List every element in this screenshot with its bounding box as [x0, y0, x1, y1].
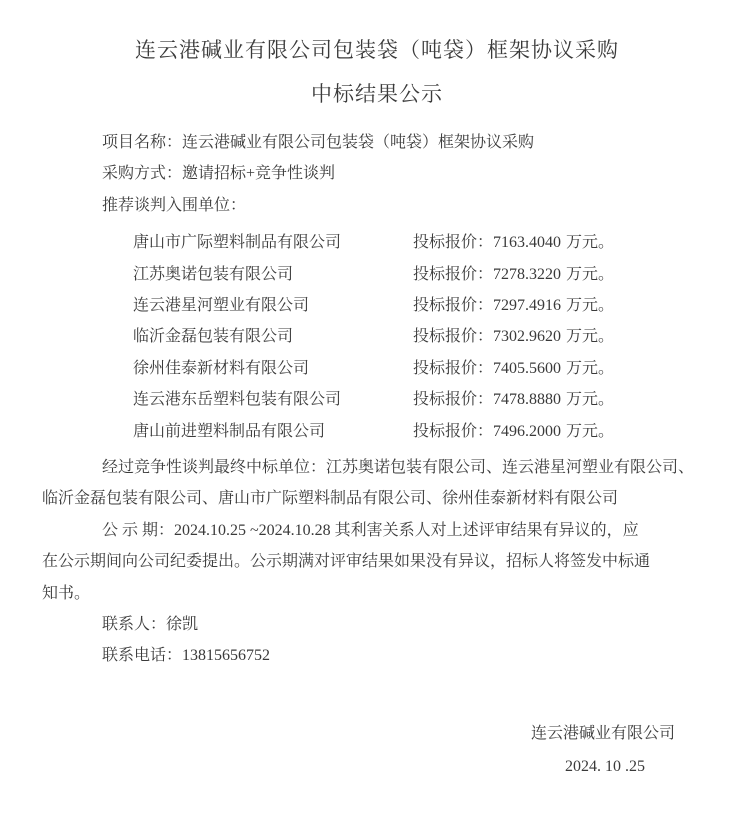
bid-amount: 7405.5600 [493, 359, 562, 377]
bidder-row [0, 353, 754, 384]
bid-price-label: 投标报价： [413, 359, 494, 377]
winners-line-1: 经过竞争性谈判最终中标单位：江苏奥诺包装有限公司、连云港星河塑业有限公司、 [102, 458, 695, 476]
bidder-price [413, 353, 614, 384]
bid-price-label: 投标报价： [413, 391, 494, 409]
bidder-row [0, 384, 754, 415]
bid-price-label: 投标报价： [413, 234, 494, 252]
bid-unit: 万元。 [566, 359, 615, 377]
winners-line-2: 临沂金磊包装有限公司、唐山市广际塑料制品有限公司、徐州佳泰新材料有限公司 [42, 490, 619, 508]
bidder-name: 徐州佳泰新材料有限公司 [133, 359, 310, 377]
publicity-period-line-2: 在公示期间向公司纪委提出。公示期满对评审结果如果没有异议，招标人将签发中标通 [42, 553, 651, 571]
bidder-price [413, 384, 614, 415]
bid-unit: 万元。 [566, 234, 615, 252]
bidder-price [413, 416, 614, 447]
bid-price-label: 投标报价： [413, 297, 494, 314]
publicity-period-line-1: 公 示 期：2024.10.25 ~2024.10.28 其利害关系人对上述评审结果有异议的，应 [102, 521, 639, 539]
bid-amount: 7297.4916 [493, 297, 562, 314]
bidder-row [0, 416, 754, 447]
bid-price-label: 投标报价： [413, 422, 494, 440]
signature-date: 2024. 10 .25 [565, 758, 645, 776]
bid-amount: 7163.4040 [493, 234, 562, 252]
bidder-name: 连云港星河塑业有限公司 [133, 297, 310, 314]
contact-person-line: 联系人：徐凯 [102, 615, 199, 633]
bidder-price [413, 321, 614, 352]
bid-unit: 万元。 [566, 328, 615, 346]
bidder-name: 唐山市广际塑料制品有限公司 [133, 234, 342, 252]
bidder-row [0, 290, 754, 321]
bid-price-label: 投标报价： [413, 265, 494, 283]
bidder-list [0, 227, 754, 447]
bid-unit: 万元。 [566, 297, 615, 314]
bidder-row [0, 227, 754, 258]
bidder-price [413, 259, 614, 290]
bidder-name: 江苏奥诺包装有限公司 [133, 265, 294, 283]
bidder-row [0, 259, 754, 290]
bid-unit: 万元。 [566, 265, 615, 283]
shortlist-heading: 推荐谈判入围单位： [102, 196, 247, 214]
bidder-row [0, 321, 754, 352]
bidder-price [413, 290, 614, 321]
bid-unit: 万元。 [566, 391, 615, 409]
bid-price-label: 投标报价： [413, 328, 494, 346]
bid-amount: 7496.2000 [493, 422, 562, 440]
bid-amount: 7278.3220 [493, 265, 562, 283]
document-title [0, 28, 754, 116]
contact-phone-line: 联系电话：13815656752 [102, 647, 271, 665]
bidder-name: 临沂金磊包装有限公司 [133, 328, 294, 346]
signature-company: 连云港碱业有限公司 [530, 724, 675, 742]
title-line-1: 连云港碱业有限公司包装袋（吨袋）框架协议采购 [135, 38, 619, 62]
bidder-name: 连云港东岳塑料包装有限公司 [133, 391, 342, 409]
bidder-price [413, 227, 614, 258]
procurement-method-line: 采购方式：邀请招标+竞争性谈判 [102, 165, 336, 183]
bid-amount: 7302.9620 [493, 328, 562, 346]
bid-amount: 7478.8880 [493, 391, 562, 409]
publicity-period-line-3: 知书。 [42, 584, 91, 602]
project-name-line: 项目名称：连云港碱业有限公司包装袋（吨袋）框架协议采购 [102, 134, 535, 151]
bid-unit: 万元。 [566, 422, 615, 440]
bidder-name: 唐山前进塑料制品有限公司 [133, 422, 326, 440]
title-line-2: 中标结果公示 [311, 82, 443, 106]
